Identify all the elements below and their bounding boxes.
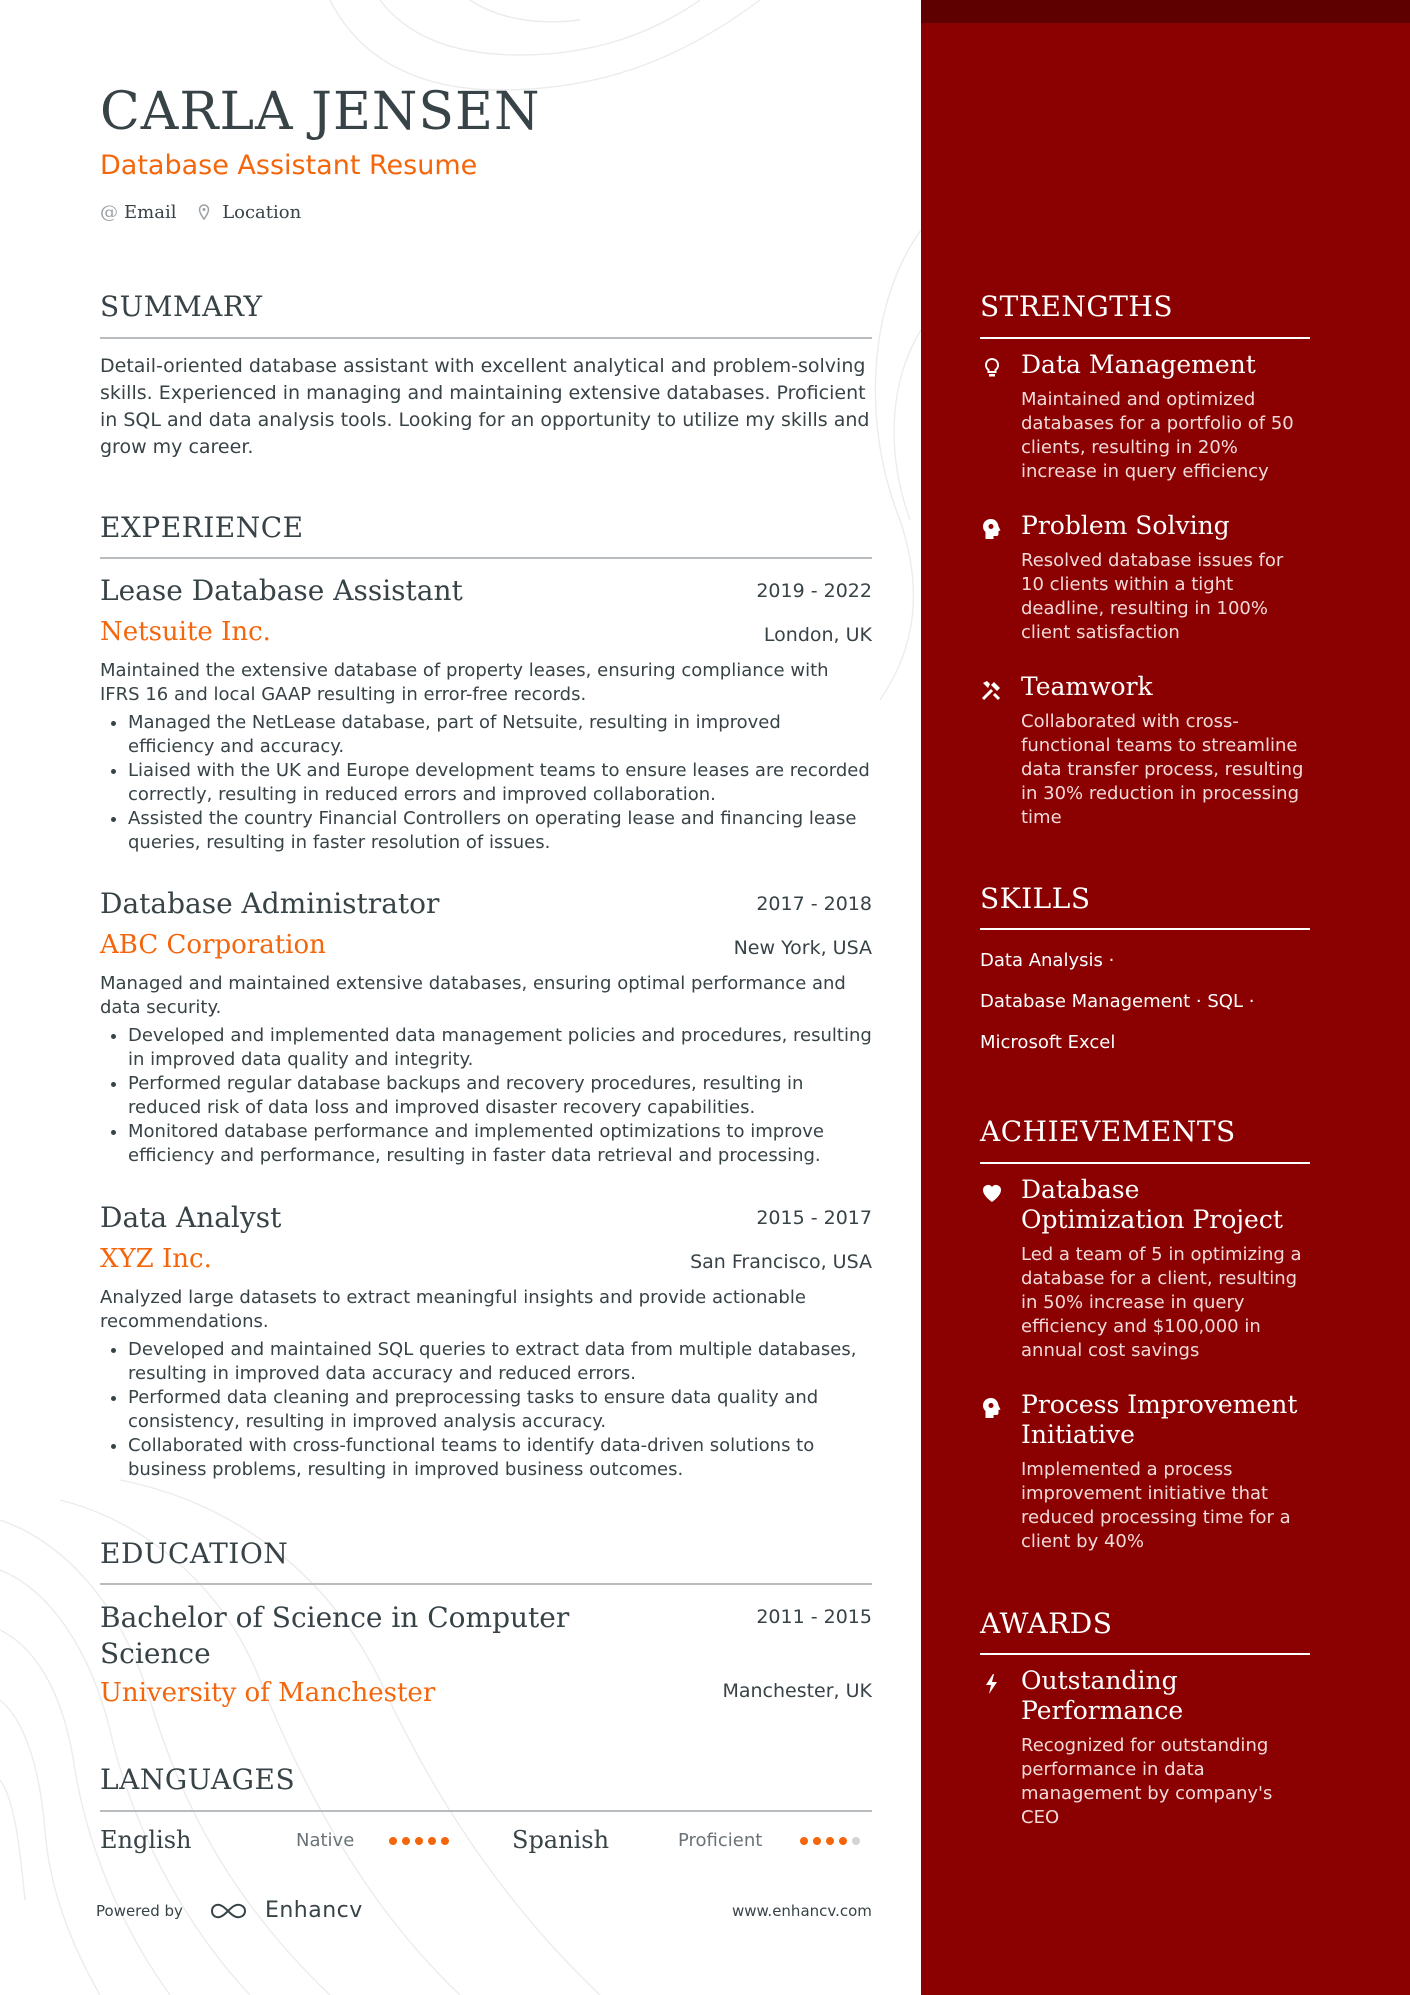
skill-line: Microsoft Excel [980, 1032, 1116, 1053]
rating-dot [402, 1837, 410, 1845]
powered-by-label: Powered by [96, 1901, 183, 1920]
job-description: Analyzed large datasets to extract meaningful insights and provide actionable recommendations. [100, 1287, 806, 1332]
school-name: University of Manchester [100, 1678, 436, 1708]
language-level: Proficient [678, 1830, 763, 1851]
award-text: Recognized for outstanding performance in data management by company's CEO [1021, 1735, 1273, 1828]
achievement-item [980, 1175, 1310, 1363]
experience-entry [100, 887, 872, 1168]
rating-dot [813, 1837, 821, 1845]
job-title: Data Analyst [100, 1201, 282, 1234]
bullet: • Performed data cleaning and preprocessing tasks to ensure data quality and consistency, resulting in improved analysis accuracy. [128, 1386, 872, 1434]
bullet: • Liaised with the UK and Europe development teams to ensure leases are recorded correctly, resulting in reduced errors and improved collaboration. [128, 759, 872, 807]
section-title-education: EDUCATION [100, 1537, 289, 1570]
section-title-languages: LANGUAGES [100, 1763, 296, 1796]
company-name: ABC Corporation [100, 930, 326, 960]
strength-title: Teamwork [1021, 672, 1153, 701]
location-pin-icon [198, 202, 216, 223]
rating-dot [800, 1837, 808, 1845]
enhancv-logo[interactable]: Enhancv [209, 1898, 363, 1923]
bullet: • Performed regular database backups and recovery procedures, resulting in reduced risk of data loss and improved disaster recovery capabilities. [128, 1072, 872, 1120]
achievement-text: Led a team of 5 in optimizing a database for a client, resulting in 50% increase in query efficiency and $100,000 in annual cost savings [1021, 1244, 1302, 1361]
footer-powered [96, 1898, 363, 1923]
contact-email[interactable]: @ Email [100, 202, 177, 223]
rating-dot [852, 1837, 860, 1845]
bullet: • Managed the NetLease database, part of Netsuite, resulting in improved efficiency and accuracy. [128, 711, 872, 759]
experience-entry [100, 1201, 872, 1482]
strength-text: Maintained and optimized databases for a portfolio of 50 clients, resulting in 20% increase in query efficiency [1021, 389, 1294, 482]
company-name: Netsuite Inc. [100, 617, 271, 647]
job-description: Managed and maintained extensive databases, ensuring optimal performance and data security. [100, 973, 846, 1018]
strength-item [980, 672, 1310, 830]
rating-dot [389, 1837, 397, 1845]
divider [100, 337, 872, 339]
strength-title: Data Management [1021, 350, 1256, 379]
rating-dot [415, 1837, 423, 1845]
job-dates: 2019 - 2022 [756, 580, 872, 602]
section-title-achievements: ACHIEVEMENTS [980, 1115, 1236, 1148]
education-dates: 2011 - 2015 [756, 1606, 872, 1628]
contact-location[interactable]: Location [198, 202, 301, 223]
achievement-title: Process Improvement Initiative [1021, 1390, 1298, 1449]
candidate-name: CARLA JENSEN [100, 82, 541, 142]
education-entry [100, 1600, 872, 1708]
language-rating [389, 1837, 449, 1845]
language-rating [800, 1837, 860, 1845]
job-location: London, UK [763, 624, 872, 646]
job-bullets [100, 1338, 872, 1482]
skill-line: Database Management · SQL · [980, 991, 1255, 1012]
section-title-strengths: STRENGTHS [980, 290, 1174, 323]
head-gear-icon [980, 517, 1004, 541]
job-location: New York, USA [733, 937, 872, 959]
company-name: XYZ Inc. [100, 1244, 212, 1274]
resume-subtitle: Database Assistant Resume [100, 150, 478, 181]
language-name: Spanish [512, 1826, 610, 1854]
skills-list [980, 940, 1310, 1063]
strength-text: Collaborated with cross-functional teams to streamline data transfer process, resulting in 30% reduction in processing time [1021, 711, 1304, 828]
award-title: Outstanding Performance [1021, 1666, 1184, 1725]
divider [100, 557, 872, 559]
job-title: Database Administrator [100, 887, 440, 920]
rating-dot [826, 1837, 834, 1845]
education-location: Manchester, UK [722, 1680, 872, 1702]
tools-icon [980, 678, 1004, 702]
at-icon: @ [100, 202, 118, 223]
rating-dot [839, 1837, 847, 1845]
bullet: • Assisted the country Financial Controllers on operating lease and financing lease queries, resulting in faster resolution of issues. [128, 807, 872, 855]
divider [980, 337, 1310, 339]
contact-row [100, 202, 301, 223]
job-dates: 2017 - 2018 [756, 893, 872, 915]
job-bullets [100, 1024, 872, 1168]
divider [980, 1162, 1310, 1164]
infinity-logo-icon [209, 1900, 257, 1922]
achievement-title: Database Optimization Project [1021, 1175, 1283, 1234]
job-description: Maintained the extensive database of property leases, ensuring compliance with IFRS 16 and local GAAP resulting in error-free records. [100, 660, 829, 705]
sidebar-top-bar [921, 0, 1410, 23]
achievement-item [980, 1390, 1310, 1554]
lightning-icon [980, 1672, 1004, 1696]
sidebar [921, 0, 1410, 1995]
heart-icon [980, 1181, 1004, 1205]
section-title-experience: EXPERIENCE [100, 511, 304, 544]
strength-title: Problem Solving [1021, 511, 1230, 540]
divider [100, 1583, 872, 1585]
degree-title: Bachelor of Science in Computer Science [100, 1601, 570, 1670]
job-location: San Francisco, USA [690, 1251, 872, 1273]
section-title-skills: SKILLS [980, 882, 1091, 915]
summary-text: Detail-oriented database assistant with excellent analytical and problem-solving skills. Experienced in managing and maintaining extensive databases. Proficient in SQL and data analysis tools. Looking for an opportunity to utilize my skills and grow my career. [100, 355, 870, 458]
strength-text: Resolved database issues for 10 clients within a tight deadline, resulting in 100% client satisfaction [1021, 550, 1284, 643]
footer-url[interactable]: www.enhancv.com [732, 1902, 872, 1920]
job-title: Lease Database Assistant [100, 574, 463, 607]
strength-item [980, 511, 1310, 645]
achievement-text: Implemented a process improvement initiative that reduced processing time for a client by 40% [1021, 1459, 1291, 1552]
divider [100, 1810, 872, 1812]
section-title-summary: SUMMARY [100, 290, 263, 323]
divider [980, 1653, 1310, 1655]
job-bullets [100, 711, 872, 855]
language-name: English [100, 1826, 192, 1854]
strength-item [980, 350, 1310, 484]
job-dates: 2015 - 2017 [756, 1207, 872, 1229]
language-level: Native [296, 1830, 355, 1851]
bullet: • Monitored database performance and implemented optimizations to improve efficiency and performance, resulting in faster data retrieval and processing. [128, 1120, 872, 1168]
bullet: • Collaborated with cross-functional teams to identify data-driven solutions to business problems, resulting in improved business outcomes. [128, 1434, 872, 1482]
head-gear-icon [980, 1396, 1004, 1420]
skill-line: Data Analysis · [980, 950, 1115, 971]
experience-entry [100, 574, 872, 855]
bullet: • Developed and implemented data management policies and procedures, resulting in improved data quality and integrity. [128, 1024, 872, 1072]
rating-dot [441, 1837, 449, 1845]
section-title-awards: AWARDS [980, 1607, 1113, 1640]
award-item [980, 1666, 1310, 1830]
rating-dot [428, 1837, 436, 1845]
lightbulb-icon [980, 356, 1004, 380]
bullet: • Developed and maintained SQL queries to extract data from multiple databases, resulting in improved data accuracy and reduced errors. [128, 1338, 872, 1386]
divider [980, 928, 1310, 930]
